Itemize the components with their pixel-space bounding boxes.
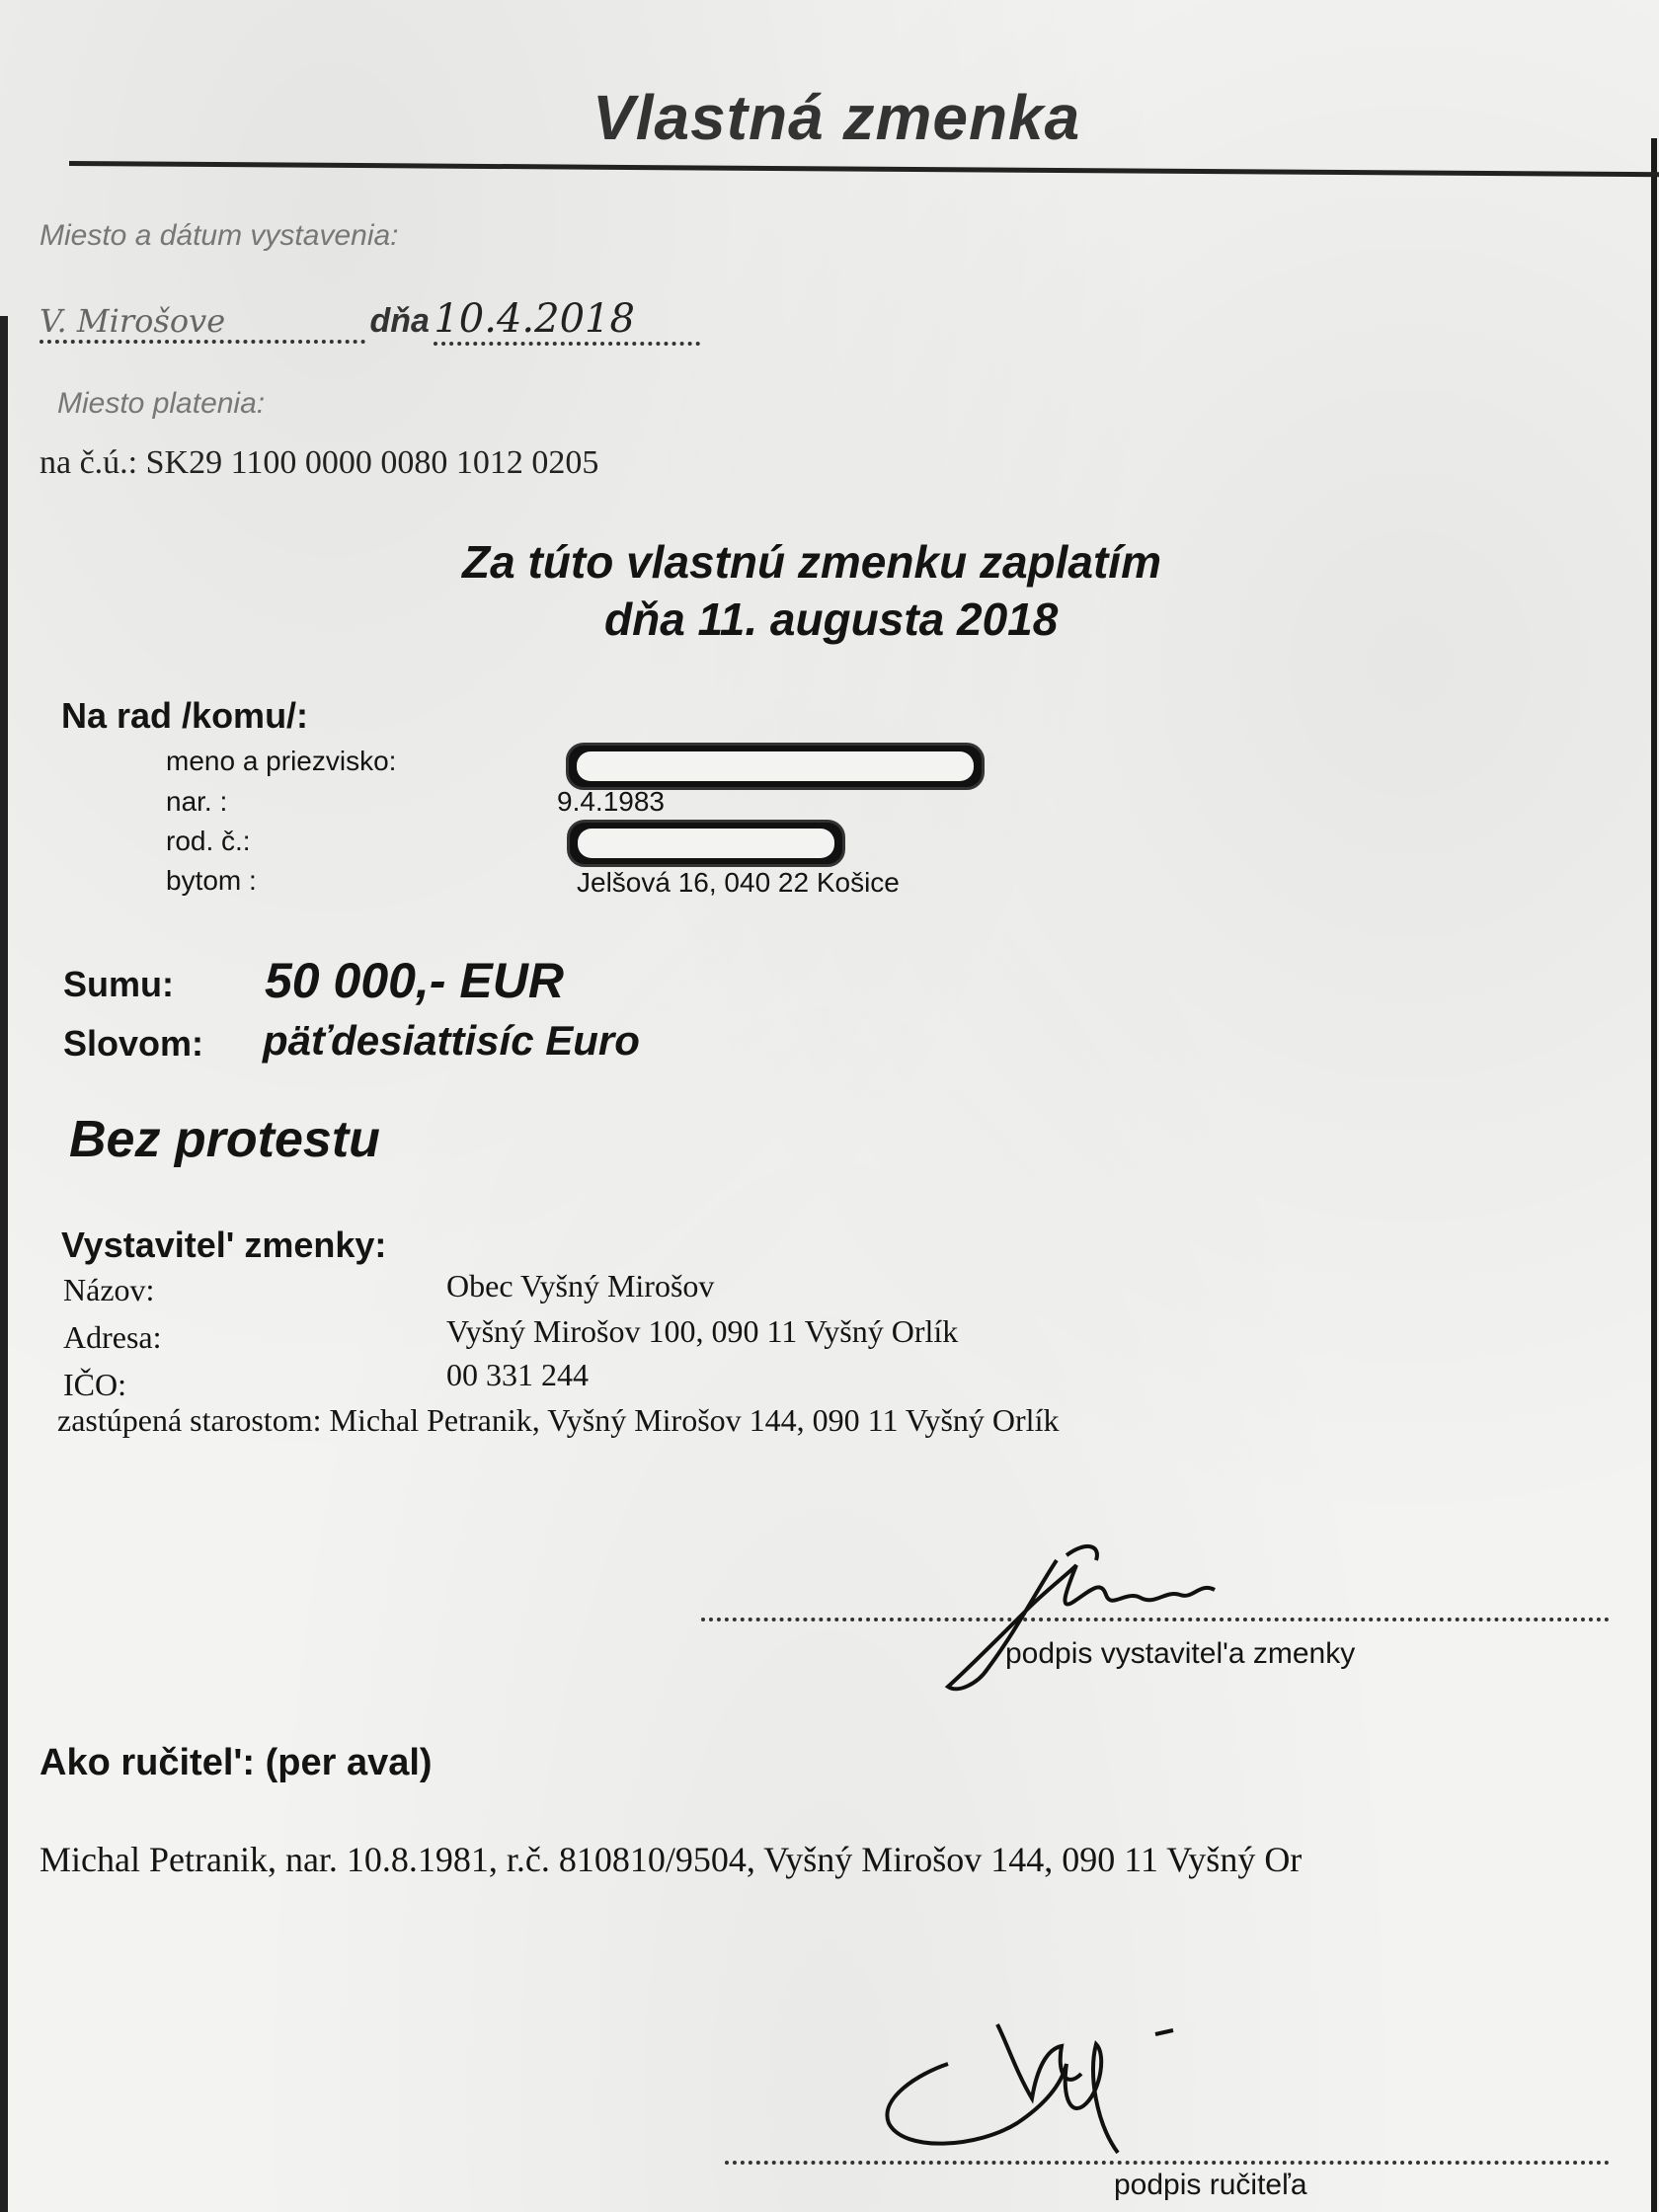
issuer-heading: Vystavitel' zmenky: (61, 1224, 387, 1265)
issuer-signature (928, 1521, 1323, 1698)
issuer-signature-caption: podpis vystavitel'a zmenky (1005, 1637, 1356, 1670)
payee-residence-label: bytom : (166, 865, 257, 896)
guarantor-signature-caption: podpis ručiteľa (1114, 2169, 1307, 2201)
date-prefix: dňa (369, 302, 430, 340)
payee-heading: Na rad /komu/: (61, 695, 309, 736)
issuer-address-label: Adresa: (63, 1319, 162, 1355)
sum-value: 50 000,- EUR (265, 953, 564, 1008)
promise-line-1: Za túto vlastnú zmenku zaplatím (462, 536, 1161, 588)
issuer-ico-label: IČO: (63, 1367, 126, 1402)
place-value: V. Mirošove (40, 302, 365, 344)
redacted-id-number (567, 820, 845, 867)
scan-left-edge (0, 316, 8, 2212)
guarantor-details: Michal Petranik, nar. 10.8.1981, r.č. 810810/9504, Vyšný Mirošov 144, 090 11 Vyšný Or (40, 1840, 1303, 1879)
place-date-label: Miesto a dátum vystavenia: (40, 219, 399, 252)
place-date-line (40, 296, 770, 348)
title-underline (69, 161, 1659, 177)
promise-line-2: dňa 11. augusta 2018 (604, 593, 1059, 645)
issuer-address-value: Vyšný Mirošov 100, 090 11 Vyšný Orlík (446, 1313, 959, 1349)
guarantor-heading: Ako ručitel': (per aval) (40, 1742, 433, 1783)
issuer-representative: zastúpená starostom: Michal Petranik, Vyšný Mirošov 144, 090 11 Vyšný Orlík (57, 1402, 1060, 1438)
date-value: 10.4.2018 (434, 296, 700, 346)
issuer-name-value: Obec Vyšný Mirošov (446, 1268, 715, 1304)
payee-id-label: rod. č.: (166, 826, 251, 856)
payee-birth-value: 9.4.1983 (557, 786, 665, 817)
payee-residence-value: Jelšová 16, 040 22 Košice (577, 867, 900, 898)
sum-label: Sumu: (63, 964, 174, 1004)
issuer-name-label: Názov: (63, 1272, 155, 1307)
payee-birth-label: nar. : (166, 786, 228, 817)
payment-place-label: Miesto platenia: (57, 387, 266, 420)
document-title: Vlastná zmenka (592, 82, 1081, 153)
scan-right-edge (1651, 138, 1657, 2212)
issuer-ico-value: 00 331 244 (446, 1357, 589, 1392)
redacted-name (566, 743, 985, 790)
guarantor-signature (859, 2005, 1195, 2172)
words-label: Slovom: (63, 1023, 204, 1064)
without-protest: Bez protestu (69, 1111, 380, 1168)
account-line: na č.ú.: SK29 1100 0000 0080 1012 0205 (40, 444, 599, 481)
payee-name-label: meno a priezvisko: (166, 746, 397, 776)
words-value: päťdesiattisíc Euro (263, 1017, 640, 1064)
